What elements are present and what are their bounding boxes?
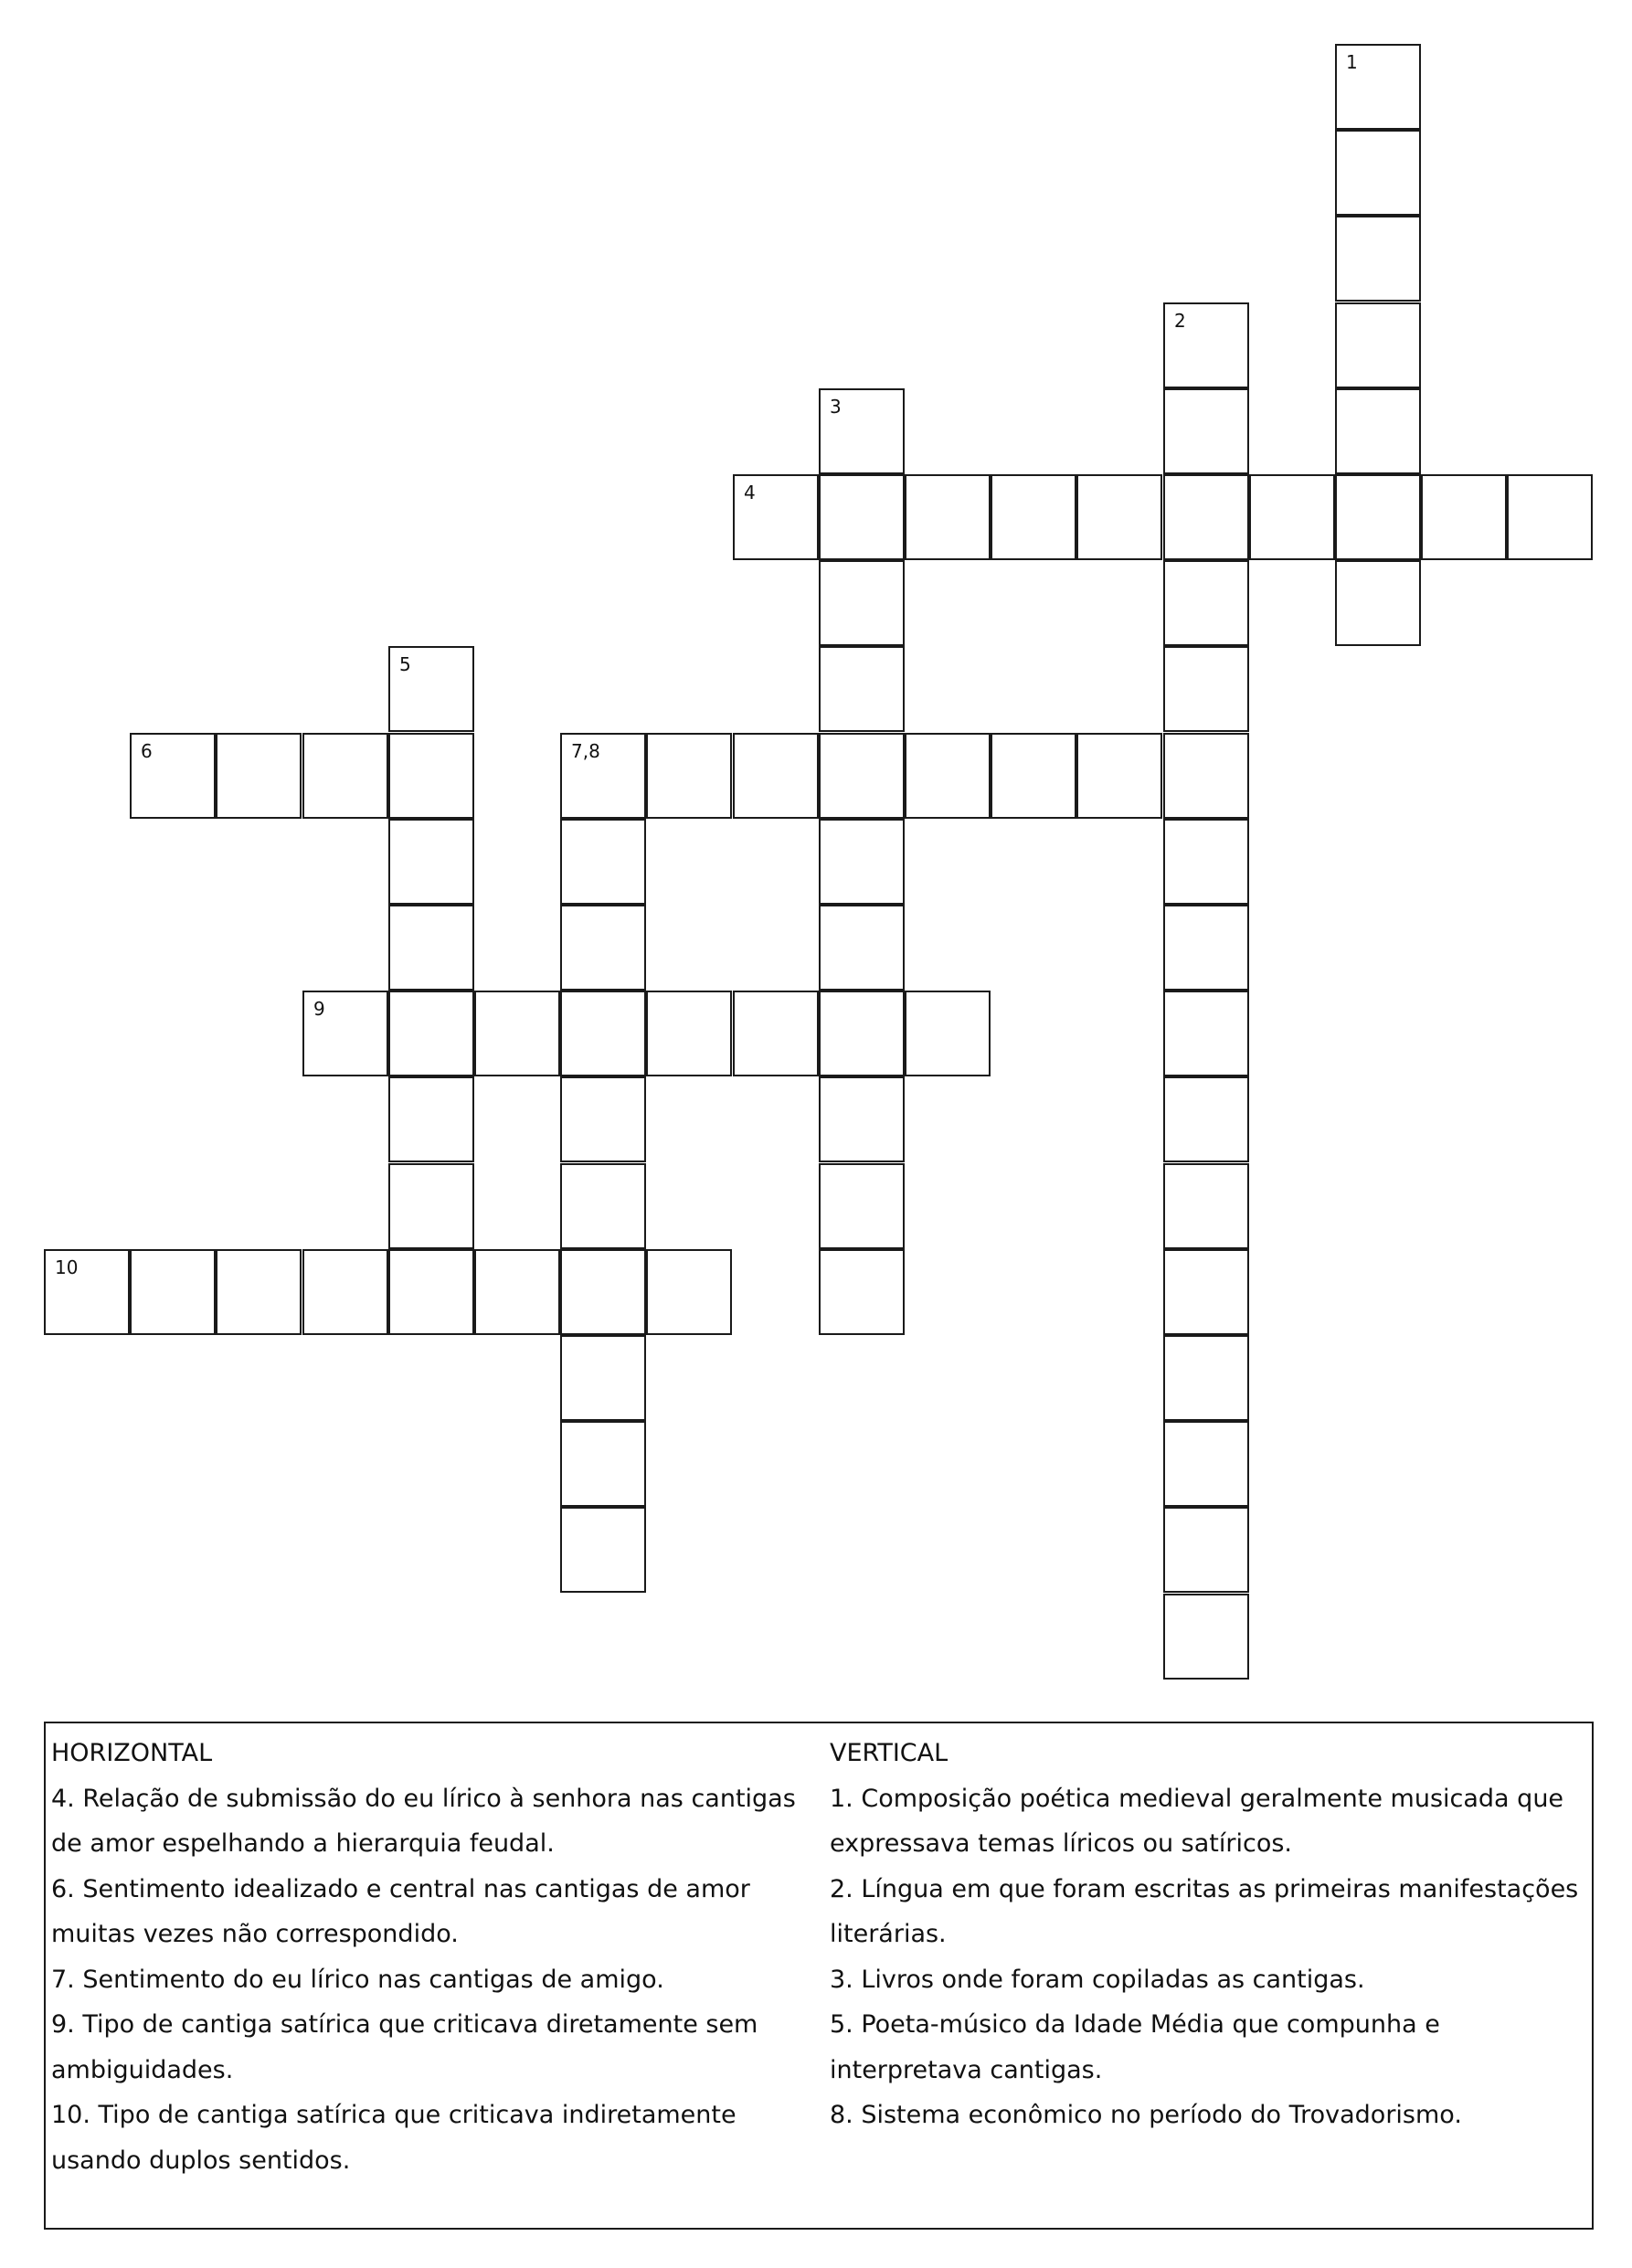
grid-cell[interactable] [388, 991, 474, 1076]
clue-horizontal-7: 7. Sentimento do eu lírico nas cantigas de amigo. [51, 1965, 664, 1994]
clue-vertical-5: 5. Poeta-músico da Idade Média que compunha e interpretava cantigas. [830, 2010, 1440, 2084]
grid-cell[interactable] [1163, 819, 1249, 905]
grid-cell[interactable] [991, 474, 1076, 560]
grid-cell[interactable] [1507, 474, 1593, 560]
clue-number: 4 [744, 482, 756, 503]
grid-cell[interactable] [1076, 733, 1162, 819]
grid-cell[interactable] [388, 646, 474, 732]
grid-cell[interactable] [302, 991, 388, 1076]
grid-cell[interactable] [733, 733, 819, 819]
grid-cell[interactable] [388, 733, 474, 819]
grid-cell[interactable] [646, 733, 732, 819]
clue-horizontal-4: 4. Relação de submissão do eu lírico à senhora nas cantigas de amor espelhando a hierarquia feudal. [51, 1784, 796, 1858]
grid-cell[interactable] [905, 991, 991, 1076]
grid-cell[interactable] [388, 819, 474, 905]
grid-cell[interactable] [388, 1249, 474, 1335]
clue-number: 7,8 [571, 740, 600, 762]
grid-cell[interactable] [1335, 130, 1421, 216]
grid-cell[interactable] [474, 1249, 560, 1335]
grid-cell[interactable] [733, 991, 819, 1076]
grid-cell[interactable] [1163, 905, 1249, 991]
grid-cell[interactable] [1163, 1076, 1249, 1162]
grid-cell[interactable] [991, 733, 1076, 819]
grid-cell[interactable] [1163, 1335, 1249, 1421]
grid-cell[interactable] [1163, 1421, 1249, 1507]
grid-cell[interactable] [819, 905, 905, 991]
grid-cell[interactable] [560, 1163, 646, 1249]
grid-cell[interactable] [1163, 388, 1249, 474]
grid-cell[interactable] [560, 1421, 646, 1507]
grid-cell[interactable] [130, 1249, 216, 1335]
grid-cell[interactable] [474, 991, 560, 1076]
grid-cell[interactable] [216, 733, 302, 819]
grid-cell[interactable] [560, 733, 646, 819]
grid-cell[interactable] [905, 474, 991, 560]
grid-cell[interactable] [1163, 1249, 1249, 1335]
grid-cell[interactable] [1163, 1507, 1249, 1593]
grid-cell[interactable] [1335, 560, 1421, 646]
grid-cell[interactable] [819, 991, 905, 1076]
grid-cell[interactable] [1335, 44, 1421, 130]
vertical-heading: VERTICAL [830, 1739, 948, 1767]
grid-cell[interactable] [560, 1335, 646, 1421]
clue-number: 2 [1174, 310, 1186, 332]
grid-cell[interactable] [819, 388, 905, 474]
clue-number: 5 [399, 653, 411, 675]
grid-cell[interactable] [1163, 1163, 1249, 1249]
grid-cell[interactable] [1163, 302, 1249, 388]
grid-cell[interactable] [1076, 474, 1162, 560]
grid-cell[interactable] [819, 1163, 905, 1249]
grid-cell[interactable] [819, 1076, 905, 1162]
grid-cell[interactable] [1163, 560, 1249, 646]
grid-cell[interactable] [1163, 646, 1249, 732]
grid-cell[interactable] [1163, 1594, 1249, 1680]
grid-cell[interactable] [905, 733, 991, 819]
grid-cell[interactable] [44, 1249, 130, 1335]
grid-cell[interactable] [733, 474, 819, 560]
grid-cell[interactable] [302, 1249, 388, 1335]
grid-cell[interactable] [560, 1249, 646, 1335]
grid-cell[interactable] [560, 1076, 646, 1162]
grid-cell[interactable] [1163, 991, 1249, 1076]
clue-vertical-2: 2. Língua em que foram escritas as primeiras manifestações literárias. [830, 1874, 1579, 1948]
grid-cell[interactable] [1163, 474, 1249, 560]
clue-number: 3 [830, 396, 842, 418]
grid-cell[interactable] [1249, 474, 1335, 560]
clue-number: 6 [141, 740, 153, 762]
vertical-clues [830, 1731, 1588, 2138]
grid-cell[interactable] [819, 560, 905, 646]
grid-cell[interactable] [560, 905, 646, 991]
grid-cell[interactable] [1335, 302, 1421, 388]
grid-cell[interactable] [1335, 388, 1421, 474]
grid-cell[interactable] [819, 1249, 905, 1335]
clue-number: 1 [1346, 51, 1358, 73]
grid-cell[interactable] [388, 1163, 474, 1249]
grid-cell[interactable] [388, 1076, 474, 1162]
grid-cell[interactable] [1421, 474, 1507, 560]
horizontal-clues [51, 1731, 819, 2183]
grid-cell[interactable] [130, 733, 216, 819]
grid-cell[interactable] [819, 733, 905, 819]
grid-cell[interactable] [819, 474, 905, 560]
grid-cell[interactable] [646, 1249, 732, 1335]
grid-cell[interactable] [216, 1249, 302, 1335]
clue-vertical-1: 1. Composição poética medieval geralmente musicada que expressava temas líricos ou satíricos. [830, 1784, 1564, 1858]
horizontal-heading: HORIZONTAL [51, 1739, 213, 1767]
clue-horizontal-10: 10. Tipo de cantiga satírica que criticava indiretamente usando duplos sentidos. [51, 2101, 737, 2175]
grid-cell[interactable] [1335, 474, 1421, 560]
grid-cell[interactable] [646, 991, 732, 1076]
clues-box [44, 1722, 1594, 2230]
clue-horizontal-6: 6. Sentimento idealizado e central nas cantigas de amor muitas vezes não correspondido. [51, 1874, 750, 1948]
grid-cell[interactable] [1335, 216, 1421, 302]
grid-cell[interactable] [819, 819, 905, 905]
grid-cell[interactable] [388, 905, 474, 991]
clue-number: 9 [313, 998, 325, 1020]
clue-vertical-3: 3. Livros onde foram copiladas as cantigas. [830, 1965, 1365, 1994]
clue-horizontal-9: 9. Tipo de cantiga satírica que criticava diretamente sem ambiguidades. [51, 2010, 758, 2084]
clue-number: 10 [55, 1256, 79, 1278]
grid-cell[interactable] [302, 733, 388, 819]
grid-cell[interactable] [1163, 733, 1249, 819]
grid-cell[interactable] [560, 991, 646, 1076]
clue-vertical-8: 8. Sistema econômico no período do Trovadorismo. [830, 2101, 1462, 2129]
grid-cell[interactable] [560, 1507, 646, 1593]
grid-cell[interactable] [819, 646, 905, 732]
grid-cell[interactable] [560, 819, 646, 905]
